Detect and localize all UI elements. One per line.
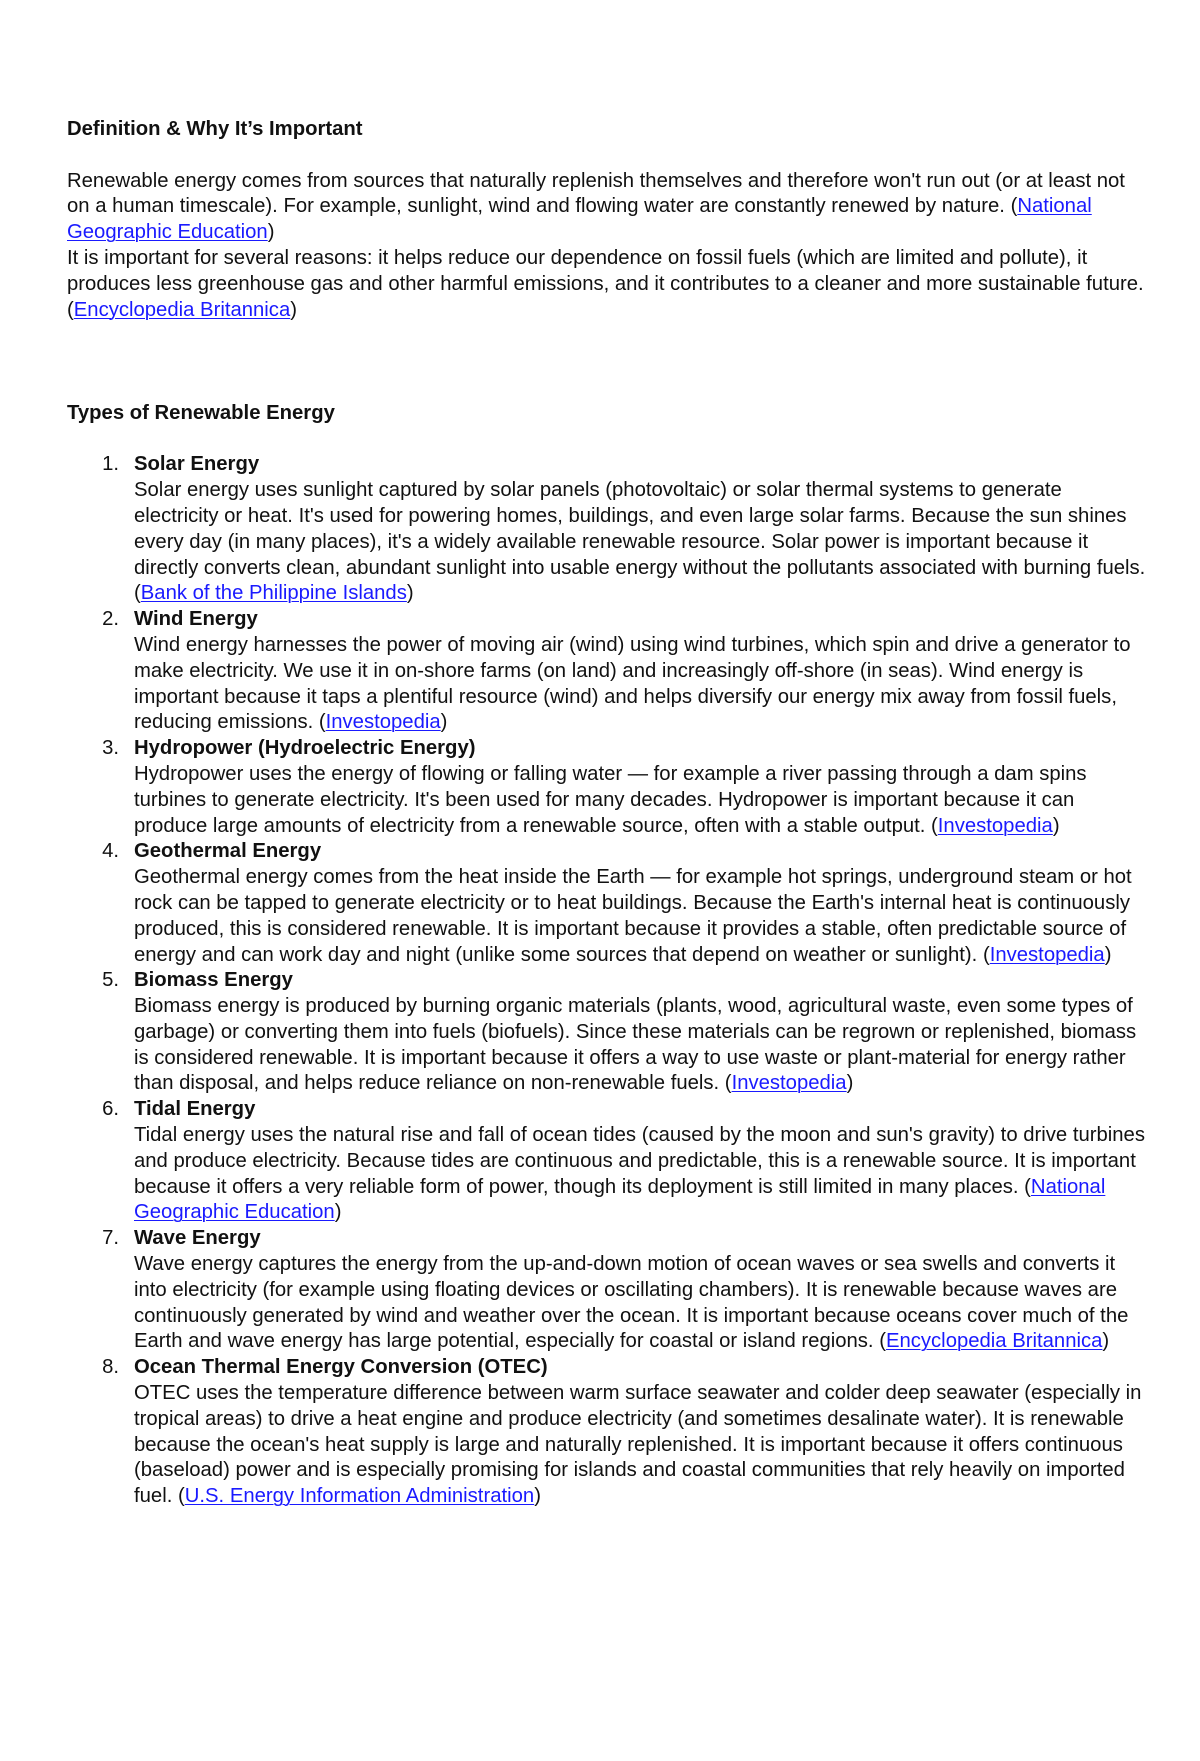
spacer [67,323,1147,400]
source-link[interactable]: Bank of the Philippine Islands [140,582,407,605]
list-item-hydropower [67,736,1147,839]
item-title: Geothermal Energy [134,840,322,863]
source-link[interactable]: U.S. Energy Information Administration [184,1485,535,1508]
item-body-text: ) [406,582,414,605]
item-body-text: Wave energy captures the energy from the up-and-down motion of ocean waves or sea swells and converts it into electricity (for example using floating devices or oscillating chambers). It is renewable because waves are continuously generated by wind and weather over the ocean. It is important because oceans cover much of the Earth and wave energy has large potential, especially for coastal or island regions. ( [134,1253,1129,1353]
source-link-britannica[interactable]: Encyclopedia Britannica [73,298,291,321]
source-link[interactable]: Investopedia [731,1072,847,1095]
item-body [134,1123,1147,1226]
item-title: Ocean Thermal Energy Conversion (OTEC) [134,1356,548,1379]
item-body-text: ) [440,711,448,734]
list-item-wave [67,1226,1147,1355]
item-body-text: Hydropower uses the energy of flowing or falling water — for example a river passing through a dam spins turbines to generate electricity. It's been used for many decades. Hydropower is important because it can produce large amounts of electricity from a renewable source, often with a stable output. ( [134,762,1087,837]
list-number: 5. [102,969,119,992]
paragraph-text: It is important for several reasons: it helps reduce our dependence on fossil fuels (which are limited and pollute), it produces less greenhouse gas and other harmful emissions, and it contributes to a cleaner and more sustainable future. ( [67,246,1144,321]
list-item-geothermal [67,839,1147,968]
item-body-text: ) [1104,943,1112,966]
importance-paragraph [67,246,1147,323]
item-body-text: ) [1102,1330,1110,1353]
item-body-text: OTEC uses the temperature difference between warm surface seawater and colder deep seawater (especially in tropical areas) to drive a heat engine and produce electricity (and sometimes desalinate water). It is renewable because the ocean's heat supply is large and naturally replenished. It is important because it offers continuous (baseload) power and is especially promising for islands and coastal communities that rely heavily on imported fuel. ( [134,1382,1142,1508]
item-title: Tidal Energy [134,1098,256,1121]
list-number: 6. [102,1098,119,1121]
spacer [67,143,1147,169]
item-body [134,1252,1147,1355]
item-body-text: ) [846,1072,854,1095]
source-link-national-geographic[interactable]: National Geographic Education [67,195,1092,244]
item-body [134,865,1147,968]
item-body [134,478,1147,607]
item-title: Wave Energy [134,1227,261,1250]
item-title: Biomass Energy [134,969,293,992]
list-number: 3. [102,737,119,760]
energy-types-list [67,452,1147,1510]
item-title: Solar Energy [134,453,260,476]
item-title: Hydropower (Hydroelectric Energy) [134,737,476,760]
list-number: 8. [102,1356,119,1379]
list-number: 2. [102,608,119,631]
item-body-text: Geothermal energy comes from the heat inside the Earth — for example hot springs, underground steam or hot rock can be tapped to generate electricity or to heat buildings. Because the Earth's internal heat is continuously produced, this is considered renewable. It is important because it provides a stable, often predictable source of energy and can work day and night (unlike some sources that depend on weather or sunlight). ( [134,866,1132,966]
list-number: 4. [102,840,119,863]
definition-paragraph [67,169,1147,246]
paragraph-text: ) [290,298,297,321]
item-body-text: Wind energy harnesses the power of moving air (wind) using wind turbines, which spin and drive a generator to make electricity. We use it in on-shore farms (on land) and increasingly off-shore (in seas). Wind energy is important because it taps a plentiful resource (wind) and helps diversify our energy mix away from fossil fuels, reducing emissions. ( [134,633,1131,734]
list-item-tidal [67,1097,1147,1226]
source-link[interactable]: Investopedia [937,814,1053,837]
list-number: 7. [102,1227,119,1250]
list-number: 1. [102,453,119,476]
list-item-solar [67,452,1147,607]
document-page [67,117,1147,1510]
list-item-otec [67,1355,1147,1510]
item-title: Wind Energy [134,608,258,631]
spacer [67,427,1147,453]
section-heading-definition: Definition & Why It’s Important [67,118,363,140]
paragraph-text: ) [267,221,275,244]
source-link[interactable]: Encyclopedia Britannica [885,1330,1103,1353]
paragraph-text: Renewable energy comes from sources that naturally replenish themselves and therefore won't run out (or at least not on a human timescale). For example, sunlight, wind and flowing water are constantly renewed by nature. ( [67,169,1125,218]
item-body [134,994,1147,1097]
list-item-wind [67,607,1147,736]
item-body [134,1381,1147,1510]
item-body [134,633,1147,736]
item-body-text: ) [1052,814,1060,837]
list-item-biomass [67,968,1147,1097]
item-body-text: ) [334,1201,342,1224]
item-body-text: ) [534,1485,541,1508]
item-body-text: Biomass energy is produced by burning organic materials (plants, wood, agricultural waste, even some types of garbage) or converting them into fuels (biofuels). Since these materials can be regrown or replenished, biomass is considered renewable. It is important because it offers a way to use waste or plant-material for energy rather than disposal, and helps reduce reliance on non-renewable fuels. ( [134,995,1137,1095]
item-body-text: Solar energy uses sunlight captured by solar panels (photovoltaic) or solar thermal systems to generate electricity or heat. It's used for powering homes, buildings, and even large solar farms. Because the sun shines every day (in many places), it's a widely available renewable resource. Solar power is important because it directly converts clean, abundant sunlight into usable energy without the pollutants associated with burning fuels. ( [134,479,1146,605]
source-link[interactable]: Investopedia [325,711,441,734]
item-body [134,762,1147,839]
source-link[interactable]: Investopedia [989,943,1105,966]
section-heading-types: Types of Renewable Energy [67,401,335,424]
item-body-text: Tidal energy uses the natural rise and fall of ocean tides (caused by the moon and sun's gravity) to drive turbines and produce electricity. Because tides are continuous and predictable, this is a renewable source. It is important because it offers a very reliable form of power, though its deployment is still limited in many places. ( [134,1124,1145,1198]
source-link[interactable]: National Geographic Education [134,1175,1106,1224]
